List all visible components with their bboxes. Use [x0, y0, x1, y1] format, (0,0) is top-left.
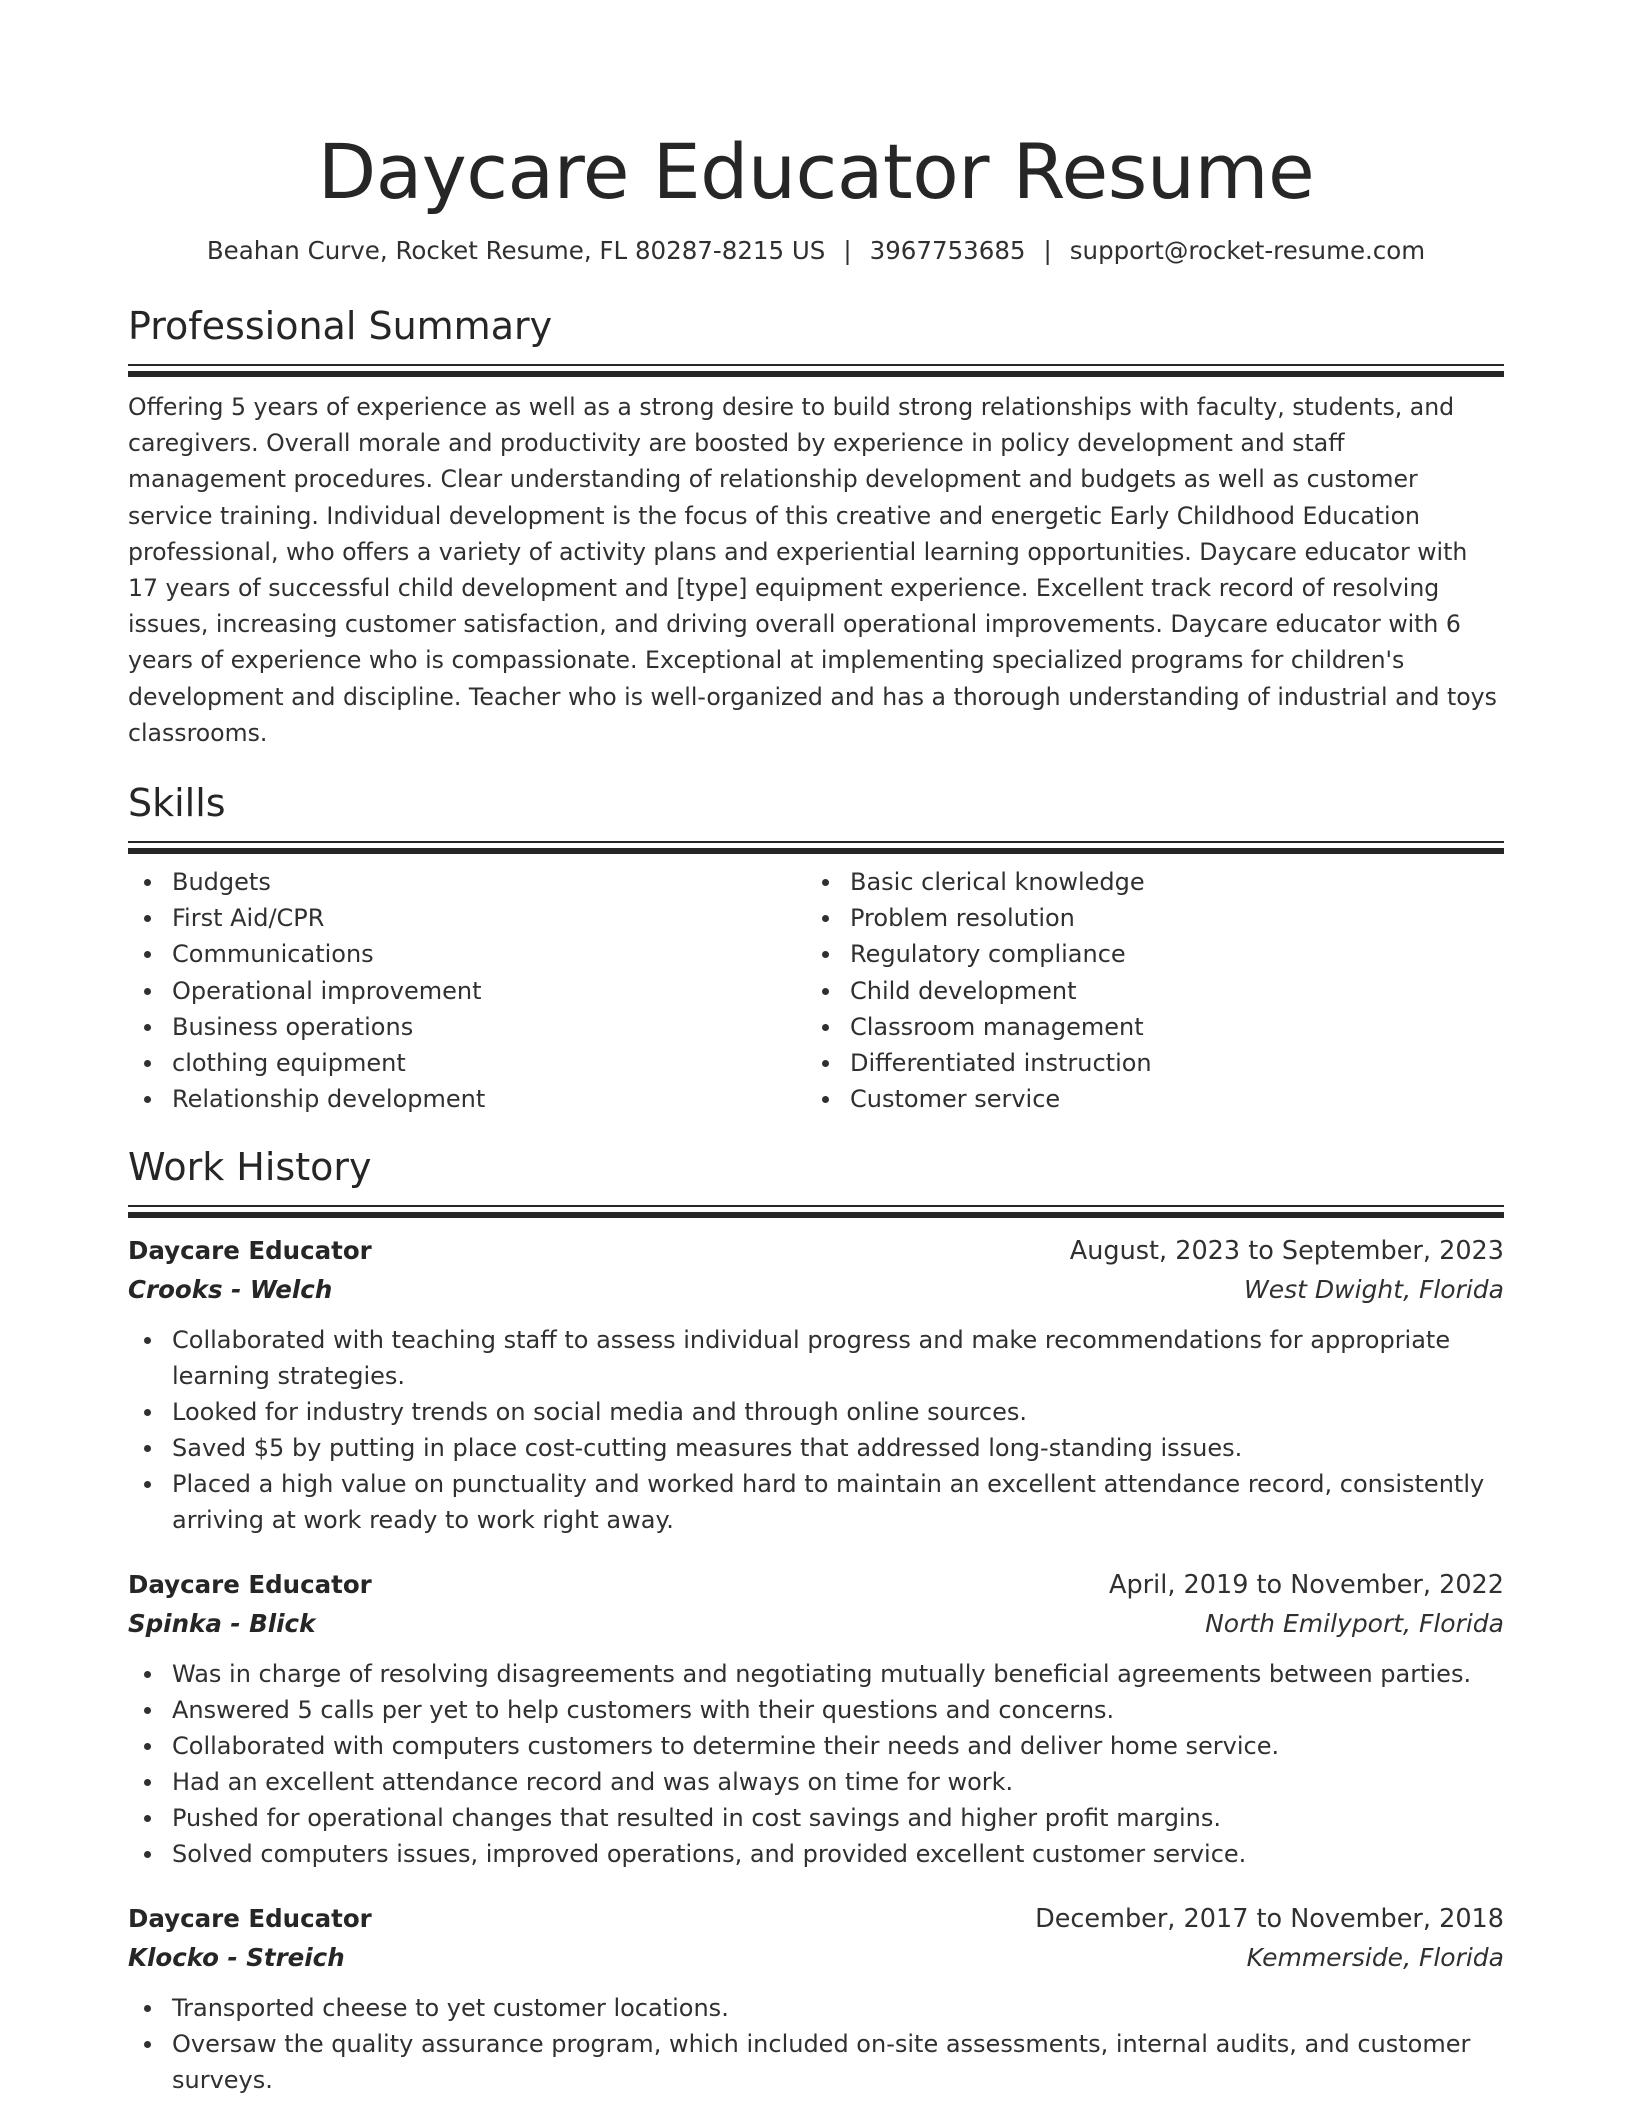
job-title: Daycare Educator — [128, 1570, 372, 1600]
contact-separator: | — [1043, 236, 1052, 265]
duty-item: Was in charge of resolving disagreements and negotiating mutually beneficial agreements between parties. — [172, 1656, 1504, 1692]
contact-email: support@rocket-resume.com — [1069, 236, 1426, 265]
skill-item: Budgets — [172, 864, 806, 900]
work-heading: Work History — [128, 1145, 372, 1190]
job-header-row — [128, 1232, 1504, 1270]
job-entry — [128, 1232, 1504, 1538]
work-section — [128, 1143, 1504, 2098]
job-dates: August, 2023 to September, 2023 — [1069, 1236, 1504, 1267]
duty-item: Placed a high value on punctuality and worked hard to maintain an excellent attendance record, consistently arriving at work ready to work right away. — [172, 1466, 1504, 1538]
skills-list-right — [806, 864, 1484, 1117]
skill-item: Customer service — [850, 1081, 1484, 1117]
section-divider-thick — [128, 371, 1504, 377]
resume-page — [128, 0, 1504, 2098]
skills-section — [128, 779, 1504, 1117]
job-company: Spinka - Blick — [128, 1609, 316, 1639]
job-duties — [128, 1656, 1504, 1872]
skill-item: Differentiated instruction — [850, 1045, 1484, 1081]
duty-item: Solved computers issues, improved operations, and provided excellent customer service. — [172, 1836, 1504, 1872]
skill-item: First Aid/CPR — [172, 900, 806, 936]
duty-item: Saved $5 by putting in place cost-cutting measures that addressed long-standing issues. — [172, 1430, 1504, 1466]
job-dates: April, 2019 to November, 2022 — [1109, 1570, 1504, 1601]
skill-item: clothing equipment — [172, 1045, 806, 1081]
duty-item: Answered 5 calls per yet to help customers with their questions and concerns. — [172, 1692, 1504, 1728]
duty-item: Pushed for operational changes that resulted in cost savings and higher profit margins. — [172, 1800, 1504, 1836]
job-title: Daycare Educator — [128, 1236, 372, 1266]
job-duties — [128, 1990, 1504, 2098]
duty-item: Collaborated with teaching staff to assess individual progress and make recommendations for appropriate learning strategies. — [172, 1322, 1504, 1394]
skill-item: Business operations — [172, 1009, 806, 1045]
skills-grid — [128, 864, 1504, 1117]
job-dates: December, 2017 to November, 2018 — [1035, 1904, 1504, 1935]
skills-list-left — [128, 864, 806, 1117]
skill-item: Classroom management — [850, 1009, 1484, 1045]
job-header-row — [128, 1566, 1504, 1604]
contact-phone: 3967753685 — [869, 236, 1026, 265]
job-duties — [128, 1322, 1504, 1538]
skill-item: Basic clerical knowledge — [850, 864, 1484, 900]
section-divider — [128, 1205, 1504, 1207]
job-location: Kemmerside, Florida — [1246, 1943, 1504, 1973]
summary-text: Offering 5 years of experience as well as a strong desire to build strong relationships with faculty, students, and caregivers. Overall morale and productivity are boosted by experience in policy development and staff management procedures. Clear understanding of relationship development and budgets as well as customer service training. Individual development is the focus of this creative and energetic Early Childhood Education professional, who offers a variety of activity plans and experiential learning opportunities. Daycare educator with 17 years of successful child development and [type] equipment experience. Excellent track record of resolving issues, increasing customer satisfaction, and driving overall operational improvements. Daycare educator with 6 years of experience who is compassionate. Exceptional at implementing specialized programs for children's development and discipline. Teacher who is well-organized and has a thorough understanding of industrial and toys classrooms. — [128, 393, 1497, 747]
summary-heading: Professional Summary — [128, 304, 553, 348]
job-location: West Dwight, Florida — [1244, 1275, 1504, 1305]
contact-line — [128, 234, 1504, 268]
resume-title: Daycare Educator Resume — [317, 127, 1315, 216]
job-entry — [128, 1566, 1504, 1872]
duty-item: Oversaw the quality assurance program, which included on-site assessments, internal audits, and customer surveys. — [172, 2026, 1504, 2098]
job-company-row — [128, 1604, 1504, 1644]
skill-item: Communications — [172, 936, 806, 972]
skill-item: Operational improvement — [172, 973, 806, 1009]
skill-item: Regulatory compliance — [850, 936, 1484, 972]
skill-item: Child development — [850, 973, 1484, 1009]
duty-item: Transported cheese to yet customer locations. — [172, 1990, 1504, 2026]
duty-item: Looked for industry trends on social media and through online sources. — [172, 1394, 1504, 1430]
skill-item: Relationship development — [172, 1081, 806, 1117]
job-entry — [128, 1900, 1504, 2098]
contact-address: Beahan Curve, Rocket Resume, FL 80287-8215 US — [206, 236, 826, 265]
job-company-row — [128, 1270, 1504, 1310]
job-title: Daycare Educator — [128, 1904, 372, 1934]
job-location: North Emilyport, Florida — [1205, 1609, 1504, 1639]
skill-item: Problem resolution — [850, 900, 1484, 936]
job-header-row — [128, 1900, 1504, 1938]
skills-heading: Skills — [128, 781, 226, 826]
summary-section — [128, 302, 1504, 751]
section-divider — [128, 841, 1504, 843]
section-divider-thick — [128, 848, 1504, 854]
section-divider — [128, 364, 1504, 366]
job-company: Klocko - Streich — [128, 1943, 345, 1973]
duty-item: Had an excellent attendance record and was always on time for work. — [172, 1764, 1504, 1800]
contact-separator: | — [843, 236, 852, 265]
section-divider-thick — [128, 1212, 1504, 1218]
job-company: Crooks - Welch — [128, 1275, 333, 1305]
duty-item: Collaborated with computers customers to determine their needs and deliver home service. — [172, 1728, 1504, 1764]
job-company-row — [128, 1938, 1504, 1978]
